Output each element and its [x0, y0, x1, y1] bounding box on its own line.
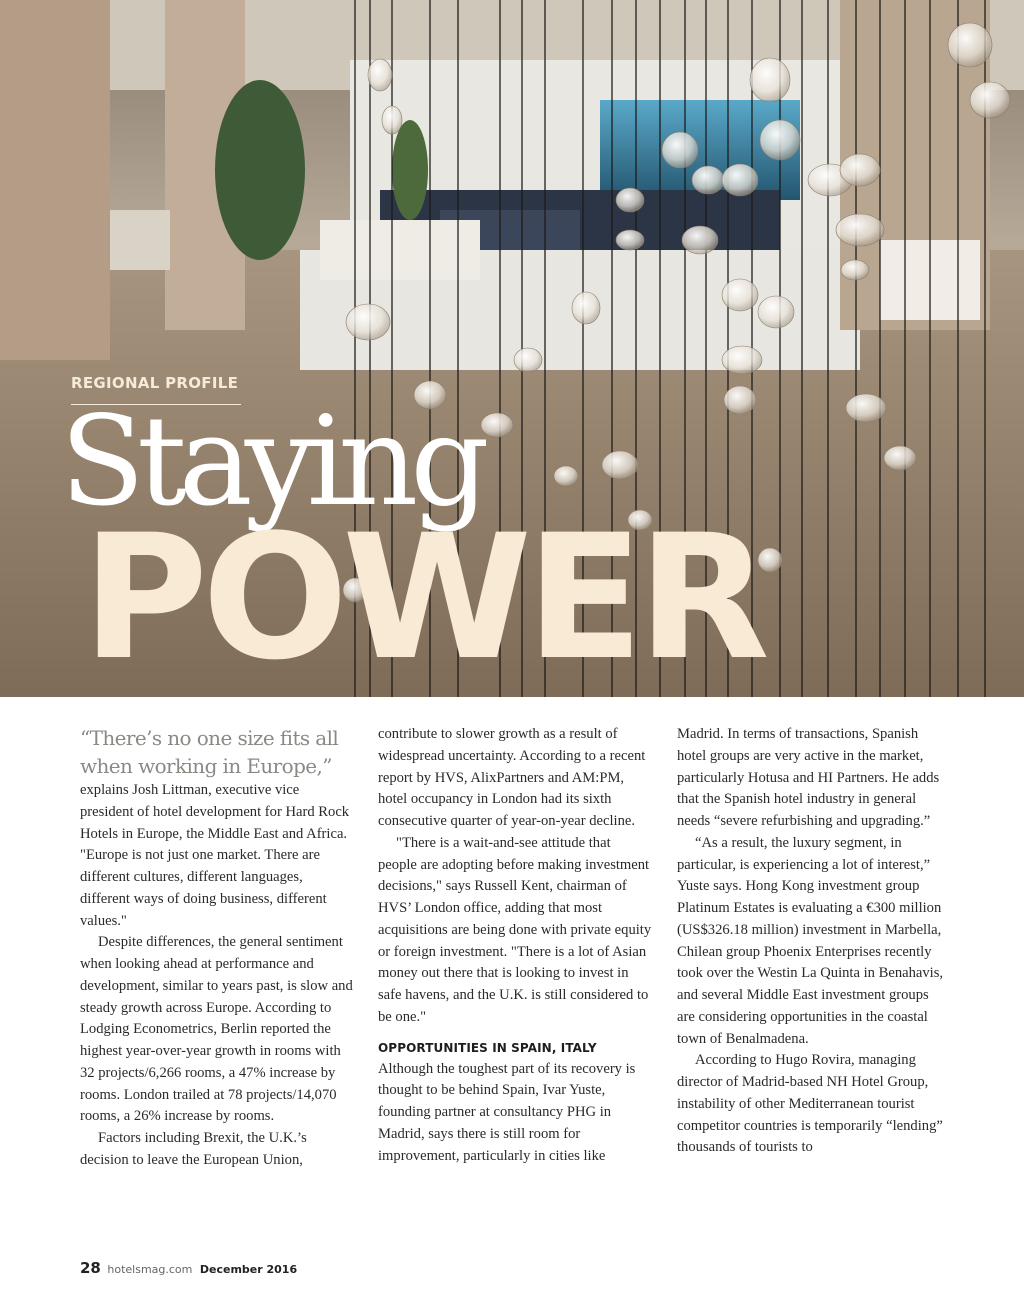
paragraph: Although the toughest part of its recovery is thought to be behind Spain, Ivar Yuste, founding partner at consultancy PHG in Madrid, says there is still room for improvement, particularly in cities like — [378, 1060, 636, 1164]
paragraph: According to Hugo Rovira, managing director of Madrid-based NH Hotel Group, instability of other Mediterranean tourist competitor countries is temporarily “lending” thousands of tourists to — [677, 1052, 943, 1156]
paragraph: Factors including Brexit, the U.K.’s decision to leave the European Union, — [80, 1130, 307, 1168]
section-subhead: OPPORTUNITIES IN SPAIN, ITALY — [378, 1040, 597, 1055]
paragraph: explains Josh Littman, executive vice president of hotel development for Hard Rock Hotels in Europe, the Middle East and Africa. "Europe is not just one market. There are different cultures, different languages, different ways of doing business, different values." — [80, 782, 350, 929]
page-footer — [80, 1259, 297, 1277]
article-column-3 — [677, 724, 947, 1159]
pull-quote: “There’s no one size fits all when working in Europe,” — [80, 726, 339, 778]
article-column-2 — [378, 724, 653, 1167]
section-kicker: REGIONAL PROFILE — [71, 374, 239, 392]
paragraph: “As a result, the luxury segment, in particular, is experiencing a lot of interest,” Yuste says. Hong Kong investment group Platinum Estates is evaluating a €300 million (US$326.18 million) investment in Marbella, Chilean group Phoenix Enterprises recently took over the Westin La Quinta in Benahavis, and several Middle East investment groups are considering opportunities in the coastal town of Benalmadena. — [677, 834, 944, 1047]
page-number: 28 — [80, 1259, 101, 1277]
article-column-1 — [80, 724, 355, 1172]
paragraph: Despite differences, the general sentiment when looking ahead at performance and development, similar to years past, is slow and steady growth across Europe. According to Lodging Econometrics, Berlin reported the highest year-over-year growth in rooms with 32 projects/6,266 rooms, a 47% increase by rooms. London trailed at 78 projects/14,070 rooms, a 26% increase by rooms. — [80, 934, 353, 1125]
paragraph: contribute to slower growth as a result of widespread uncertainty. According to a recent report by HVS, AlixPartners and AM:PM, hotel occupancy in London had its sixth consecutive quarter of year-on-year decline. — [378, 726, 646, 829]
paragraph: Madrid. In terms of transactions, Spanish hotel groups are very active in the market, particularly Hotusa and HI Partners. He adds that the Spanish hotel industry in general needs “severe refurbishing and upgrading.” — [677, 726, 940, 829]
website-link[interactable]: hotelsmag.com — [107, 1263, 193, 1276]
paragraph: "There is a wait-and-see attitude that people are adopting before making investment decisions," says Russell Kent, chairman of HVS’ London office, adding that most acquisitions are being done with private equity or foreign investment. "There is a lot of Asian money out there that is looking to invest in safe havens, and the U.K. is still considered to be one." — [378, 834, 652, 1025]
issue-date: December 2016 — [199, 1263, 298, 1276]
headline-line-2: POWER — [82, 497, 764, 697]
headline-line-1: Staying — [60, 390, 482, 534]
